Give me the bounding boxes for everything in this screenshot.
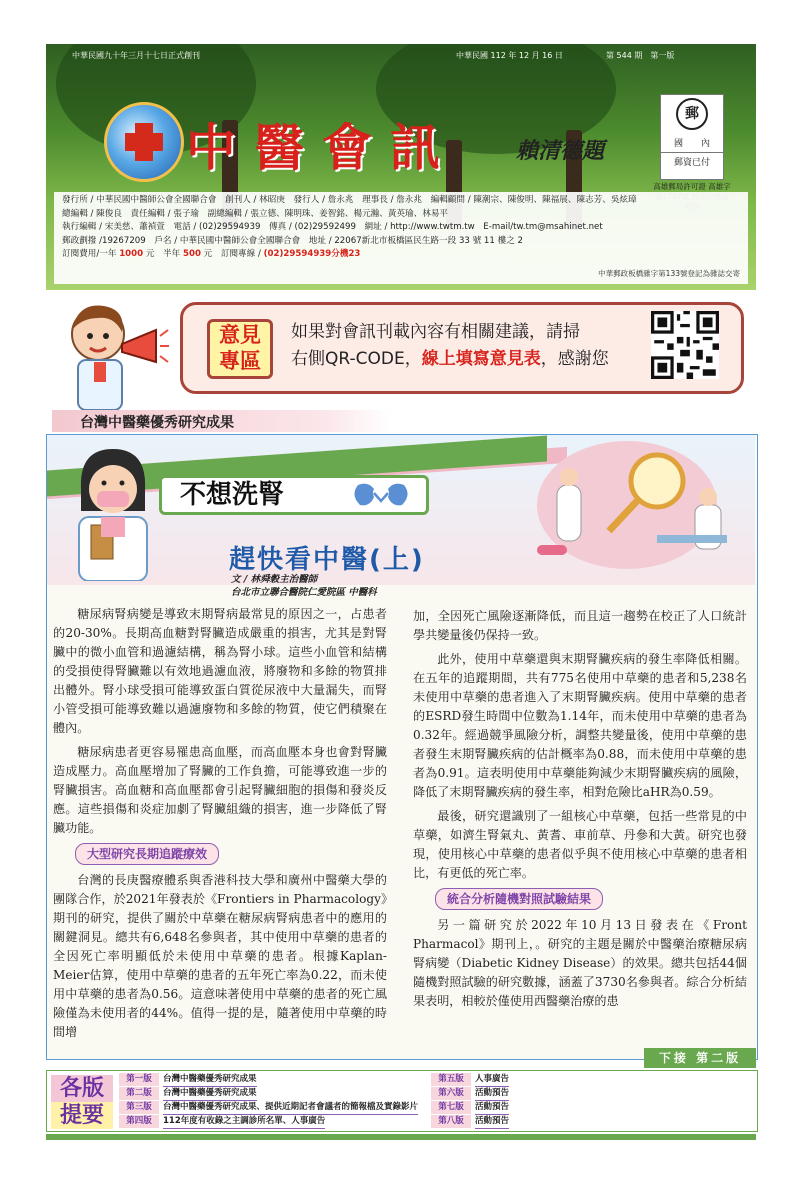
feedback-form-link[interactable]: 線上填寫意見表 [421, 349, 541, 369]
fee-label: 訂閱費用/一年 [62, 249, 117, 259]
newsletter-page [46, 44, 756, 1156]
edition-number: 第一版 [119, 1073, 159, 1086]
index-entry[interactable] [431, 1087, 509, 1100]
article-header [47, 435, 755, 585]
subsection-label: 統合分析隨機對照試驗結果 [435, 888, 603, 910]
author: 文 / 林舜穀主治醫師 [231, 574, 318, 585]
info-row: 發行所 / 中華民國中醫師公會全國聯合會 創刊人 / 林昭庚 發行人 / 詹永兆 理事長 / 詹永兆 編輯顧問 / 陳潮宗、陳俊明、陳福展、陳志芳、吳炫璋 [62, 195, 637, 205]
edition-number: 第三版 [119, 1101, 159, 1114]
edition-title: 112年度有收錄之主調診所名單、人事廣告 [163, 1115, 325, 1129]
feedback-line: 如果對會訊刊載內容有相關建議，請掃 [291, 322, 580, 342]
edition-title: 人事廣告 [475, 1073, 509, 1087]
article-column-right [413, 607, 747, 1016]
paragraph: 糖尿病患者更容易罹患高血壓，而高血壓本身也會對腎臟造成壓力。高血壓增加了腎臟的工作負擔，可能導致進一步的腎臟損害。高血糖和高血壓都會引起腎臟細胞的損傷和發炎反應。這些損傷和炎症加劇了腎臟組織的損害，進一步降低了腎臟功能。 [53, 745, 387, 835]
index-entry[interactable] [431, 1101, 509, 1114]
index-entry[interactable] [431, 1073, 509, 1086]
publication-info [54, 192, 748, 284]
stamp-paid: 郵資已付 [661, 152, 723, 168]
article [46, 434, 758, 1060]
fee-label: 元 半年 [145, 249, 181, 259]
calligraphy-inscription: 賴清德題 [516, 138, 605, 164]
index-entry[interactable] [119, 1087, 257, 1100]
feedback-tag: 意見專區 [207, 319, 273, 379]
issue-number: 第 544 期 第一版 [606, 51, 675, 60]
masthead [46, 44, 756, 290]
registration-note: 中華郵政板橋雜字第133號登記為雜誌交寄 [598, 268, 740, 278]
association-logo-icon [104, 102, 184, 182]
edition-title: 台灣中醫藥優秀研究成果 [163, 1073, 257, 1087]
info-row: 總編輯 / 陳俊良 責任編輯 / 張子瑜 副總編輯 / 張立德、陳明珠、姜智銘、楊元瀚、黃英瑜、林易平 [62, 208, 449, 219]
issue-date: 中華民國 112 年 12 月 16 日 [456, 51, 563, 60]
edition-title: 活動預告 [475, 1101, 509, 1115]
fee-half-year: 500 [182, 249, 201, 259]
fee-year: 1000 [119, 249, 144, 259]
feedback-banner [180, 302, 744, 394]
article-headline [159, 475, 429, 515]
feedback-line [291, 346, 609, 373]
doctor-megaphone-icon [60, 296, 170, 416]
info-row: 執行編輯 / 宋美慈、蕭禎萱 電話 / (02)29594939 傳真 / (02)29592499 網址 / http://www.twtm.tw E-mail/tw.tm@msahinet.net [62, 222, 603, 232]
logo-cross [125, 133, 163, 151]
fee-label: 元 訂閱專線 / [203, 249, 261, 259]
kidney-research-illustration [497, 435, 755, 585]
index-entry[interactable] [119, 1115, 325, 1128]
edition-number: 第六版 [431, 1087, 471, 1100]
continued-on-page-2[interactable]: 下接 第二版 [644, 1048, 756, 1068]
index-entry[interactable] [431, 1115, 509, 1128]
founding-date: 中華民國九十年三月十七日正式創刊 [72, 51, 200, 60]
footer-rule [46, 1134, 756, 1140]
section-header [52, 410, 392, 432]
article-subheadline: 趕快看中醫(上) [229, 545, 425, 575]
paragraph: 糖尿病腎病變是導致末期腎病最常見的原因之一，占患者的20-30%。長期高血糖對腎臟造成嚴重的損害，尤其是對腎臟中的微小血管和過濾結構，稱為腎小球。這些小血管和結構的受損使得腎臟難以有效地過濾血液，將廢物和多餘的物質排出體外。腎小球受損可能導致蛋白質從尿液中大量漏失，而腎小管受損可能導致難以過濾廢物和多餘的物質，使它們積聚在體內。 [53, 607, 387, 735]
edition-number: 第七版 [431, 1101, 471, 1114]
article-column-left [53, 605, 387, 1047]
edition-index [46, 1070, 758, 1132]
feedback-text: 右側QR-CODE， [291, 349, 422, 369]
index-label-top: 各版 [51, 1075, 113, 1102]
index-entry[interactable] [119, 1073, 257, 1086]
byline [231, 573, 377, 599]
feedback-message [291, 319, 609, 373]
info-row: 郵政劃撥 /19267209 戶名 / 中華民國中醫師公會全國聯合會 地址 / 22067新北市板橋區民生路一段 33 號 11 樓之 2 [62, 235, 523, 246]
subsection-label: 大型研究長期追蹤療效 [75, 843, 219, 865]
nurse-icon [61, 441, 165, 581]
edition-number: 第四版 [119, 1115, 159, 1128]
kidney-icon [352, 481, 410, 509]
edition-title: 台灣中醫藥優秀研究成果 [163, 1087, 257, 1101]
index-entry[interactable] [119, 1101, 418, 1114]
paragraph: 加，全因死亡風險逐漸降低，而且這一趨勢在校正了人口統計學共變量後仍保持一致。 [413, 609, 747, 642]
stamp-domestic: 國 內 [673, 139, 710, 149]
paragraph: 最後，研究還識別了一組核心中草藥，包括一些常見的中草藥，如濟生腎氣丸、黃耆、車前草、丹參和大黃。研究也發現，使用核心中草藥的患者似乎與不使用核心中草藥的患者相比，有更低的死亡率。 [413, 809, 747, 880]
newsletter-title: 中醫會訊 [186, 118, 458, 177]
paragraph: 台灣的長庚醫療體系與香港科技大學和廣州中醫藥大學的團隊合作，於2021年發表於《Frontiers in Pharmacology》期刊的研究，提供了關於中草藥在糖尿病腎病患者中的應用的關鍵洞見。總共有6,648名參與者，其中使用中草藥的患者的全因死亡率明顯低於未使用中草藥的患者。根據Kaplan-Meier估算，使用中草藥的患者的五年死亡率為0.22，而未使用中草藥的患者為0.56。這意味著使用中草藥的患者的死亡風險僅為未使用者的44%。值得一提的是，隨著使用中草藥的時間增 [53, 873, 387, 1039]
edition-title: 活動預告 [475, 1087, 509, 1101]
post-icon: 郵 [676, 98, 708, 130]
headline-text: 不想洗腎 [180, 480, 285, 510]
paragraph: 此外，使用中草藥還與末期腎臟疾病的發生率降低相關。在五年的追蹤期間，共有775名使用中草藥的患者和5,238名未使用中草藥的患者進入了末期腎臟疾病。使用中草藥的患者的ESRD發生時間中位數為1.14年，而未使用中草藥的患者為0.32年。經過競爭風險分析，調整共變量後，使用中草藥的患者發生末期腎臟疾病的估計概率為0.88，而未使用中草藥的患者為0.91。這表明使用中草藥能夠減少末期腎臟疾病的風險，降低了末期腎臟疾病的發生率，相對危險比aHR為0.59。 [413, 652, 747, 799]
paragraph: 另一篇研究於2022年10月13日發表在《Front Pharmacol》期刊上，。研究的主題是關於中醫藥治療糖尿病腎病變（Diabetic Kidney Disease）的效果。總共包括44個隨機對照試驗的研究數據，涵蓋了3730名參與者。綜合分析結果表明，相較於僅使用西醫藥治療的患 [413, 918, 747, 1008]
postal-note: 高雄郵局許可證 高雄字 [653, 182, 731, 191]
feedback-text: ，感謝您 [540, 349, 609, 369]
edition-number: 第二版 [119, 1087, 159, 1100]
edition-title: 台灣中醫藥優秀研究成果、提供近期記者會議者的簡報檔及實錄影片 [163, 1101, 418, 1115]
affiliation: 台北市立聯合醫院仁愛院區 中醫科 [231, 587, 377, 598]
section-title: 台灣中醫藥優秀研究成果 [80, 415, 234, 431]
edition-title: 活動預告 [475, 1115, 509, 1129]
index-label [51, 1075, 113, 1127]
qr-code-icon[interactable] [651, 311, 719, 379]
edition-number: 第八版 [431, 1115, 471, 1128]
subscription-info [62, 248, 740, 262]
edition-number: 第五版 [431, 1073, 471, 1086]
subscription-phone: (02)29594939分機23 [263, 249, 361, 259]
postage-stamp [660, 94, 724, 180]
index-label-bottom: 提要 [51, 1102, 113, 1129]
